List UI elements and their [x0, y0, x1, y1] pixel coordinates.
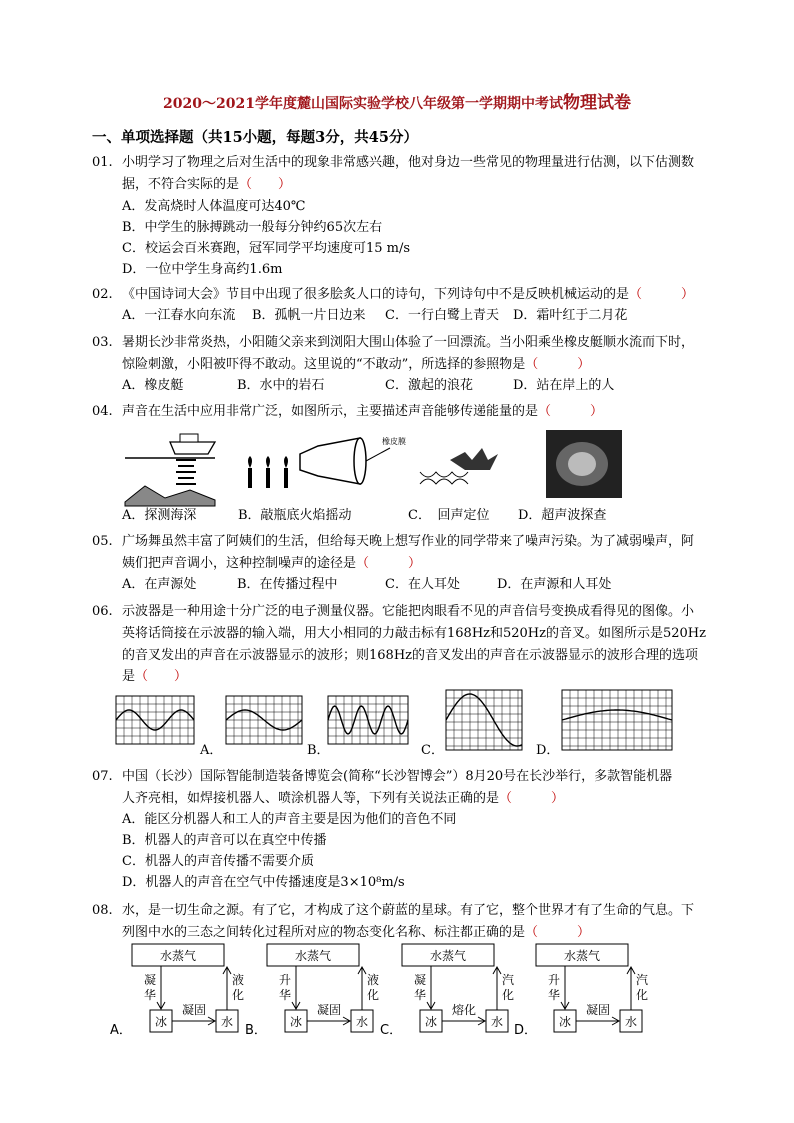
vapor-label: 水蒸气: [429, 949, 467, 963]
option-c: C．在人耳处: [385, 577, 460, 592]
option-a: A．能区分机器人和工人的声音主要是因为他们的音色不同: [122, 812, 457, 827]
ice-label: 冰: [289, 1015, 303, 1029]
mid-label: 凝固: [585, 1003, 611, 1017]
right-label-1: 汽: [635, 973, 649, 987]
ship-sonar-figure: [125, 434, 215, 506]
right-label-1: 液: [231, 973, 245, 987]
mid-label: 熔化: [451, 1003, 477, 1017]
waveform-option: [446, 690, 522, 750]
mid-label: 凝固: [316, 1003, 342, 1017]
option-letter: B．: [245, 1023, 267, 1038]
option-letter: D．: [514, 1023, 538, 1038]
question-number: 07.: [92, 769, 113, 784]
question-text: 小明学习了物理之后对生活中的现象非常感兴趣，他对身边一些常见的物理量进行估测，以下估测数: [122, 155, 695, 170]
left-label-2: 华: [278, 988, 292, 1002]
question-text: 列图中水的三态之间转化过程所对应的物态变化名称、标注都正确的是（ ）: [122, 925, 591, 940]
question-number: 03.: [92, 335, 113, 350]
option-d: D．超声波探查: [518, 508, 607, 523]
option-d: D．: [536, 743, 560, 758]
question-text: 惊险刺激，小阳被吓得不敢动。这里说的“不敢动”，所选择的参照物是（ ）: [122, 357, 591, 372]
question-number: 01.: [92, 155, 113, 170]
question-text: 姨们把声音调小，这种控制噪声的途径是（ ）: [122, 556, 422, 571]
option-b: B．水中的岩石: [237, 378, 325, 393]
question-text: 英将话筒接在示波器的输入端，用大小相同的力敲击标有168Hz和520Hz的音叉。如图所示是520Hz: [122, 626, 706, 641]
option-c: C．激起的浪花: [385, 378, 473, 393]
right-label-1: 液: [366, 973, 380, 987]
question-text: 是（ ）: [122, 669, 188, 684]
waveform-option: [562, 690, 672, 750]
option-d: D．在声源和人耳处: [497, 577, 612, 592]
option-c: C．校运会百米赛跑，冠军同学平均速度可15 m/s: [122, 241, 410, 256]
option-d: D．站在岸上的人: [513, 378, 615, 393]
question-text: 的音叉发出的声音在示波器显示的波形；则168Hz的音叉发出的声音在示波器显示的波形合理的选项: [122, 648, 698, 663]
candle-bottle-figure: [248, 436, 406, 488]
question-text: 示波器是一种用途十分广泛的电子测量仪器。它能把肉眼看不见的声音信号变换成看得见的图像。小: [122, 604, 695, 619]
option-a: A．: [200, 743, 223, 758]
section-heading: 一、单项选择题（共15小题，每题3分，共45分）: [92, 129, 418, 146]
left-label-2: 华: [547, 988, 561, 1002]
option-b: B．敲瓶底火焰摇动: [238, 508, 352, 523]
state-diagram: [110, 944, 244, 1038]
question-number: 05.: [92, 534, 113, 549]
option-d: D．机器人的声音在空气中传播速度是3×10⁸m/s: [122, 875, 405, 890]
water-label: 水: [624, 1015, 638, 1029]
option-c: C．一行白鹭上青天: [385, 308, 499, 323]
left-label-2: 华: [143, 988, 157, 1002]
question-text: 人齐亮相，如焊接机器人、喷涂机器人等，下列有关说法正确的是（ ）: [122, 791, 565, 806]
left-label-2: 华: [413, 988, 427, 1002]
vapor-label: 水蒸气: [294, 949, 332, 963]
option-b: B．: [307, 743, 330, 758]
option-d: D．霜叶红于二月花: [513, 308, 628, 323]
option-a: A．一江春水向东流: [122, 308, 236, 323]
ultrasound-figure: [546, 430, 622, 498]
question-number: 06.: [92, 604, 113, 619]
oscilloscope-grid: [562, 690, 672, 750]
option-c: C． 回声定位: [408, 508, 490, 523]
right-label-2: 化: [635, 988, 649, 1002]
left-label-1: 升: [547, 973, 561, 987]
water-label: 水: [490, 1015, 504, 1029]
option-b: B．机器人的声音可以在真空中传播: [122, 833, 327, 848]
option-a: A．发高烧时人体温度可达40℃: [122, 199, 306, 214]
bat-figure: [420, 448, 498, 484]
option-a: A．橡皮艇: [122, 378, 184, 393]
reference-waveform: [116, 696, 194, 744]
waveform-option: [226, 696, 302, 744]
membrane-label: 橡皮膜: [382, 437, 406, 446]
vapor-label: 水蒸气: [563, 949, 601, 963]
question-text: 《中国诗词大会》节目中出现了很多脍炙人口的诗句，下列诗句中不是反映机械运动的是（ ）: [122, 287, 695, 302]
question-text: 广场舞虽然丰富了阿姨们的生活，但给每天晚上想写作业的同学带来了噪声污染。为了减弱噪声，阿: [122, 534, 695, 549]
question-text: 水，是一切生命之源。有了它，才构成了这个蔚蓝的星球。有了它，整个世界才有了生命的气息。下: [122, 903, 695, 918]
option-b: B．在传播过程中: [237, 577, 338, 592]
question-number: 08.: [92, 903, 113, 918]
question-number: 02.: [92, 287, 113, 302]
vapor-label: 水蒸气: [159, 949, 197, 963]
question-text: 中国（长沙）国际智能制造装备博览会(简称“长沙智博会”）8月20号在长沙举行，多款智能机器: [122, 769, 673, 784]
state-diagram: [245, 944, 379, 1038]
right-label-2: 化: [366, 988, 380, 1002]
option-b: B．中学生的脉搏跳动一般每分钟约65次左右: [122, 220, 383, 235]
ice-label: 冰: [424, 1015, 438, 1029]
left-label-1: 升: [278, 973, 292, 987]
question-number: 04.: [92, 404, 113, 419]
q04-figures: [120, 424, 630, 508]
question-text: 暑期长沙非常炎热，小阳随父亲来到浏阳大围山体验了一回漂流。当小阳乘坐橡皮艇顺水流而下时，: [122, 335, 695, 350]
waveform-option: [328, 696, 408, 744]
question-text: 据，不符合实际的是（ ）: [122, 177, 292, 192]
ice-label: 冰: [154, 1015, 168, 1029]
option-c: C．: [421, 743, 444, 758]
mid-label: 凝固: [181, 1003, 207, 1017]
option-c: C．机器人的声音传播不需要介质: [122, 854, 314, 869]
option-a: A．探测海深: [122, 508, 197, 523]
oscilloscope-figures: [114, 688, 674, 754]
page-title: 2020～2021学年度麓山国际实验学校八年级第一学期期中考试物理试卷: [163, 93, 631, 113]
right-label-2: 化: [231, 988, 245, 1002]
state-change-diagrams: [110, 942, 670, 1042]
right-label-1: 汽: [501, 973, 515, 987]
water-label: 水: [220, 1015, 234, 1029]
water-label: 水: [355, 1015, 369, 1029]
left-label-1: 凝: [143, 973, 157, 987]
option-letter: C．: [380, 1023, 403, 1038]
state-diagram: [514, 944, 648, 1038]
right-label-2: 化: [501, 988, 515, 1002]
option-b: B．孤帆一片日边来: [252, 308, 366, 323]
left-label-1: 凝: [413, 973, 427, 987]
oscilloscope-grid: [446, 690, 522, 750]
option-letter: A．: [110, 1023, 132, 1038]
state-diagram: [380, 944, 514, 1038]
option-a: A．在声源处: [122, 577, 197, 592]
option-d: D．一位中学生身高约1.6m: [122, 262, 283, 277]
ice-label: 冰: [558, 1015, 572, 1029]
question-text: 声音在生活中应用非常广泛，如图所示，主要描述声音能够传递能量的是（ ）: [122, 404, 604, 419]
